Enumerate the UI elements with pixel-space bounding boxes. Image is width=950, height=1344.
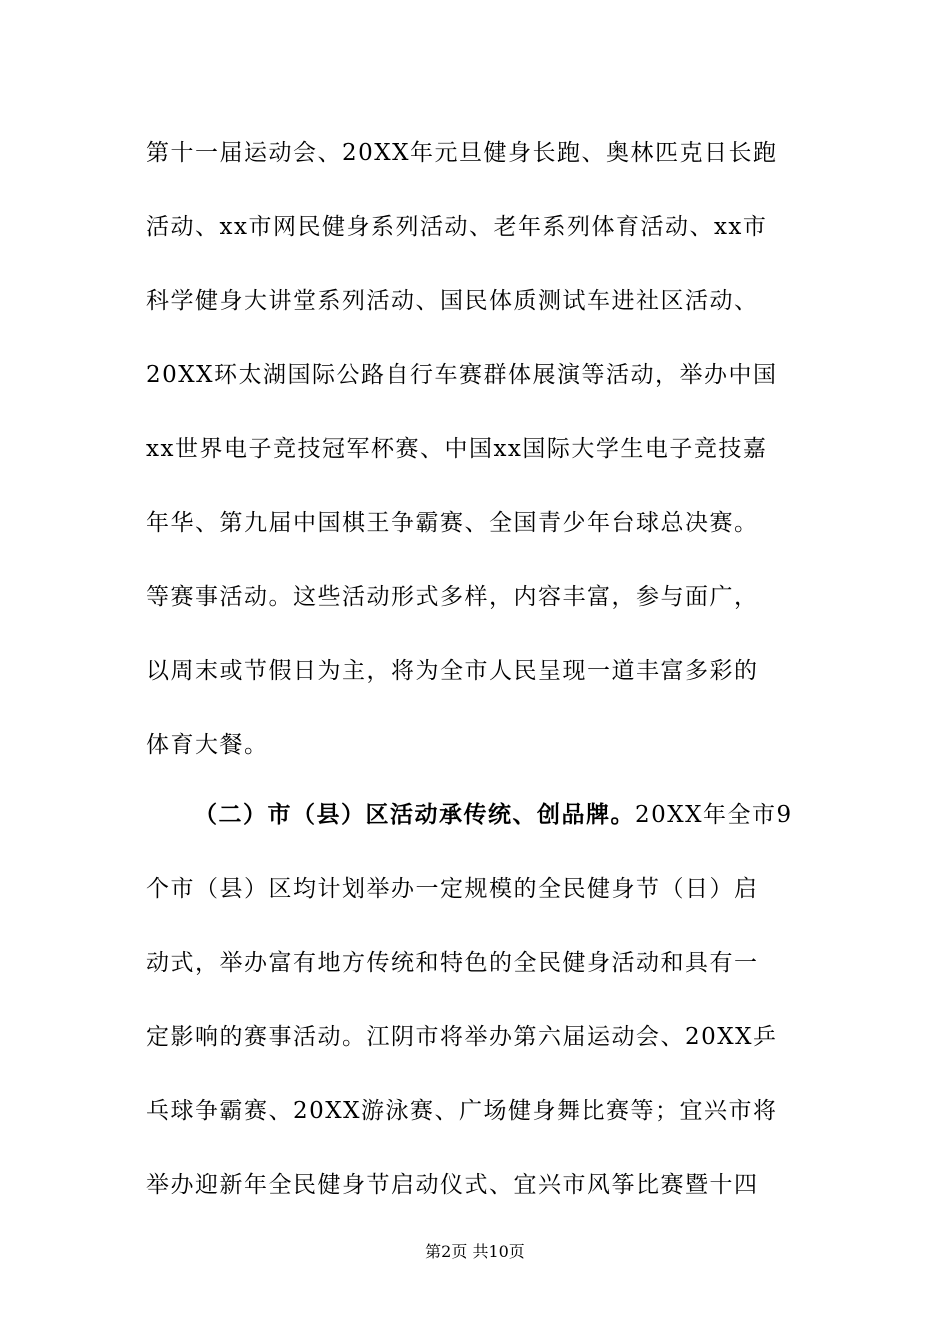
paragraph-line-2: 活动、xx市网民健身系列活动、老年系列体育活动、xx市: [146, 214, 768, 240]
paragraph-line-3: 科学健身大讲堂系列活动、国民体质测试车进社区活动、: [146, 288, 759, 314]
section-2-line-2: 个市（县）区均计划举办一定规模的全民健身节（日）启: [146, 876, 759, 902]
section-2-line-4: 定影响的赛事活动。江阴市将举办第六届运动会、20XX乒: [146, 1024, 778, 1050]
paragraph-line-1: 第十一届运动会、20XX年元旦健身长跑、奥林匹克日长跑: [146, 140, 778, 166]
paragraph-line-7: 等赛事活动。这些活动形式多样，内容丰富，参与面广，: [146, 584, 759, 610]
paragraph-line-4: 20XX环太湖国际公路自行车赛群体展演等活动，举办中国: [146, 362, 778, 388]
paragraph-line-9: 体育大餐。: [146, 732, 269, 758]
section-2-line-3: 动式，举办富有地方传统和特色的全民健身活动和具有一: [146, 950, 759, 976]
section-2-heading: （二）市（县）区活动承传统、创品牌。: [194, 801, 635, 828]
paragraph-line-6: 年华、第九届中国棋王争霸赛、全国青少年台球总决赛。: [146, 510, 759, 536]
paragraph-line-5: xx世界电子竞技冠军杯赛、中国xx国际大学生电子竞技嘉: [146, 436, 768, 462]
page-number-footer: 第2页 共10页: [425, 1242, 525, 1261]
paragraph-line-8: 以周末或节假日为主，将为全市人民呈现一道丰富多彩的: [146, 658, 759, 684]
section-2-first-line-text: 20XX年全市9: [635, 802, 793, 828]
section-2-line-6: 举办迎新年全民健身节启动仪式、宜兴市风筝比赛暨十四: [146, 1172, 759, 1198]
section-2-first-line: [194, 800, 834, 830]
section-2-line-5: 乓球争霸赛、20XX游泳赛、广场健身舞比赛等；宜兴市将: [146, 1098, 778, 1124]
